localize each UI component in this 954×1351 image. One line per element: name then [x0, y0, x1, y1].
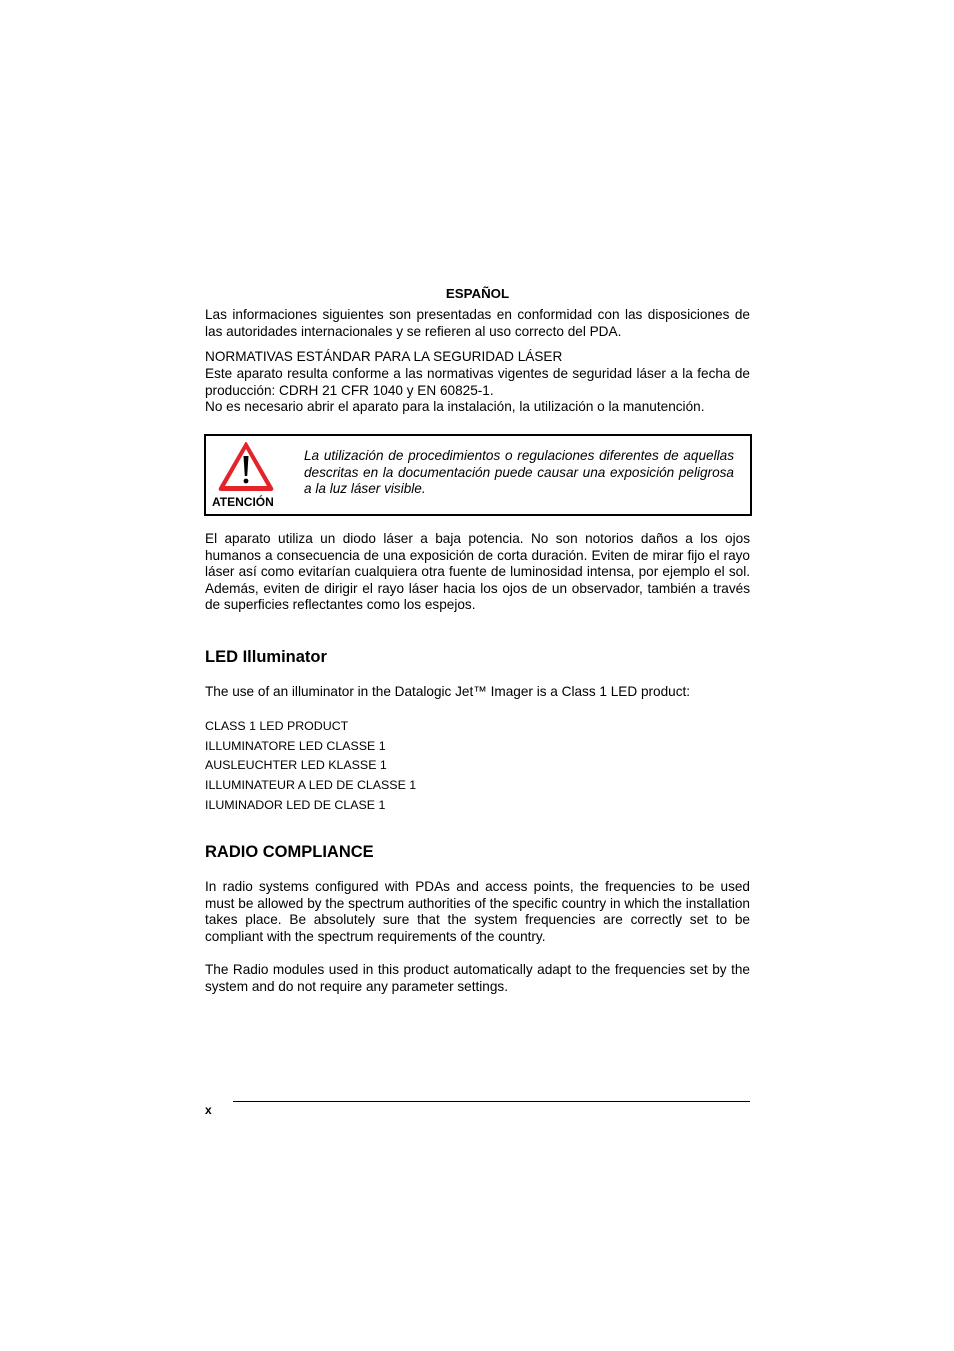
led-class-item: ILLUMINATORE LED CLASSE 1	[205, 739, 386, 753]
section-title-espanol: ESPAÑOL	[445, 286, 510, 301]
led-illuminator-heading: LED Illuminator	[205, 648, 327, 666]
no-abrir-paragraph: No es necesario abrir el aparato para la instalación, la utilización o la manutención.	[205, 399, 705, 414]
led-class-item: AUSLEUCHTER LED KLASSE 1	[205, 758, 387, 772]
radio-compliance-heading: RADIO COMPLIANCE	[205, 843, 374, 861]
warning-box	[204, 434, 752, 516]
warning-label: ATENCIÓN	[212, 495, 274, 509]
spanish-intro-paragraph: Las informaciones siguientes son presentadas en conformidad con las disposiciones de las autoridades internacionales y se refieren al uso correcto del PDA.	[205, 307, 750, 339]
led-intro-paragraph: The use of an illuminator in the Datalogic Jet™ Imager is a Class 1 LED product:	[205, 684, 691, 699]
normativas-body-paragraph: Este aparato resulta conforme a las normativas vigentes de seguridad láser a la fecha de producción: CDRH 21 CFR 1040 y EN 60825-1.	[205, 366, 750, 398]
page-number: x	[205, 1103, 212, 1117]
footer-rule	[233, 1101, 750, 1102]
normativas-heading: NORMATIVAS ESTÁNDAR PARA LA SEGURIDAD LÁSER	[205, 349, 563, 364]
warning-triangle-icon	[217, 440, 275, 492]
diodo-paragraph: El aparato utiliza un diodo láser a baja potencia. No son notorios daños a los ojos humanos a consecuencia de una exposición de corta duración. Eviten de mirar fijo el rayo láser así como evitarían cualquiera otra fuente de luminosidad intensa, por ejemplo el sol. Además, eviten de dirigir el rayo láser hacia los ojos de un observador, también a través de superficies reflectantes como los espejos.	[205, 531, 750, 613]
led-class-item: ILUMINADOR LED DE CLASE 1	[205, 798, 386, 812]
warning-text: La utilización de procedimientos o regulaciones diferentes de aquellas descritas en la documentación puede causar una exposición peligrosa a la luz láser visible.	[304, 448, 734, 497]
radio-paragraph-2: The Radio modules used in this product automatically adapt to the frequencies set by the system and do not require any parameter settings.	[205, 962, 750, 994]
led-class-item: CLASS 1 LED PRODUCT	[205, 719, 349, 733]
radio-paragraph-1: In radio systems configured with PDAs and access points, the frequencies to be used must be allowed by the spectrum authorities of the specific country in which the installation takes place. Be absolutely sure that the system frequencies are correctly set to be compliant with the spectrum requirements of the country.	[205, 879, 750, 944]
led-class-item: ILLUMINATEUR A LED DE CLASSE 1	[205, 778, 417, 792]
